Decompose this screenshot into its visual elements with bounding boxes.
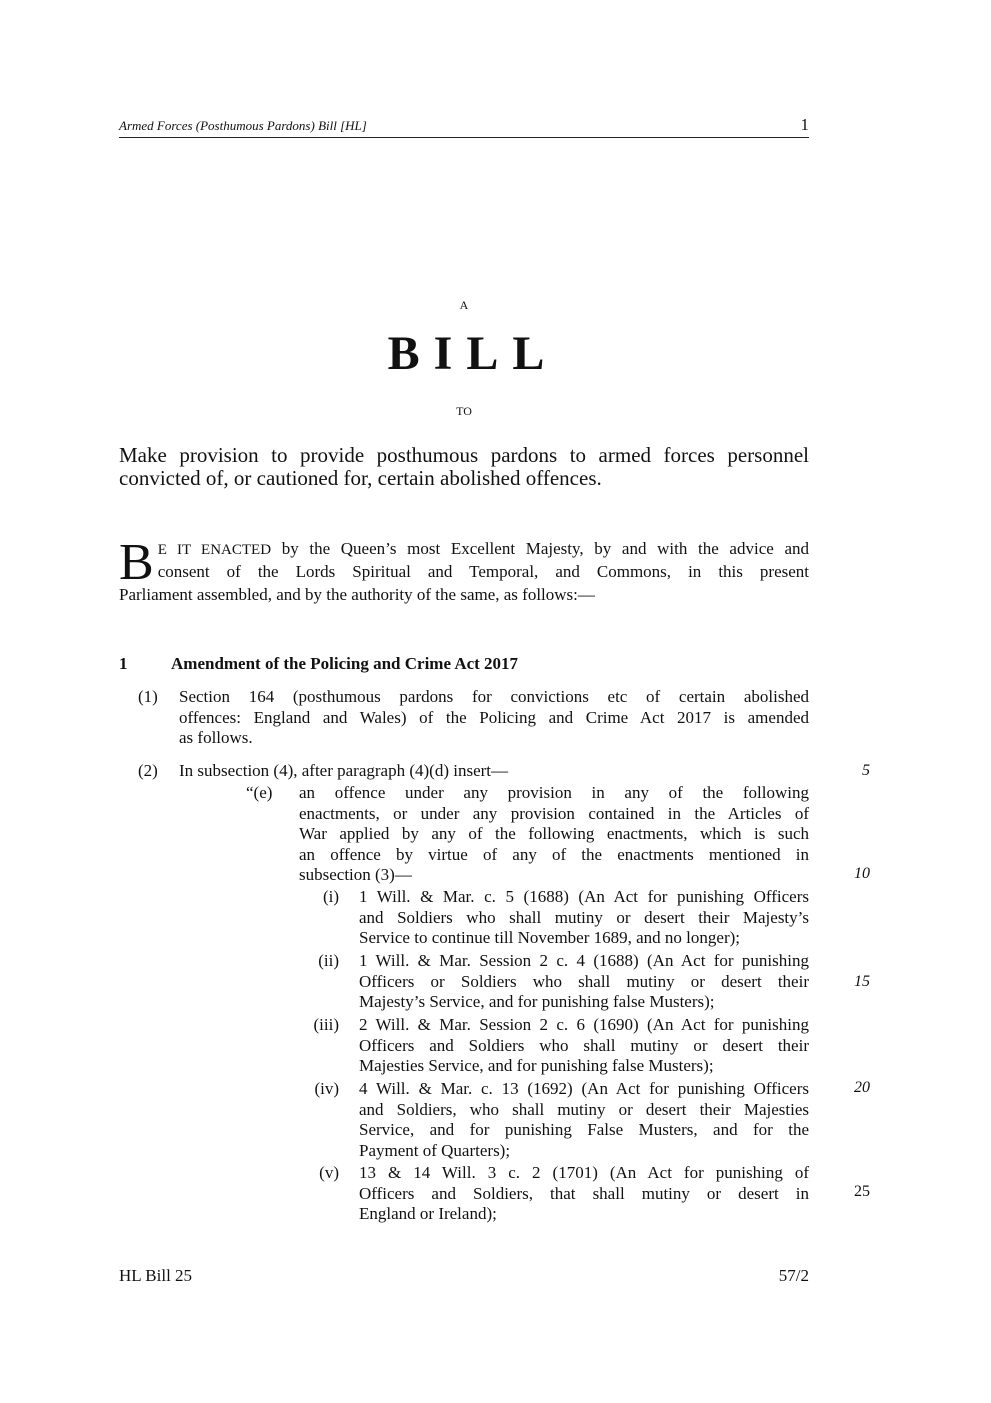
enacting-line-1: by the Queen’s most Excellent Majesty, by and with the advice and: [271, 539, 809, 558]
text-line: and Soldiers who shall mutiny or desert their Majesty’s: [359, 907, 809, 927]
section-title: Amendment of the Policing and Crime Act 2017: [171, 654, 519, 673]
text-line: Officers or Soldiers who shall mutiny or desert their: [359, 971, 809, 991]
text-line: as follows.: [179, 728, 253, 747]
subparagraph-number: (iii): [313, 1015, 339, 1034]
text-line: offences: England and Wales) of the Policing and Crime Act 2017 is amended: [179, 707, 809, 727]
running-title: Armed Forces (Posthumous Pardons) Bill [HL]: [119, 118, 367, 133]
section-number: 1: [119, 654, 128, 673]
long-title: Make provision to provide posthumous pardons to armed forces personnel convicted of, or cautioned for, certain abolished offences.: [119, 443, 809, 490]
line-number-5: 5: [862, 762, 870, 779]
text-line: an offence by virtue of any of the enactments mentioned in: [299, 844, 809, 864]
text-line: In subsection (4), after paragraph (4)(d) insert—: [179, 761, 509, 780]
title-a: A: [459, 298, 469, 312]
line-number-25: 25: [854, 1183, 870, 1200]
page-number: 1: [800, 115, 809, 134]
subparagraph-number: (ii): [318, 951, 339, 970]
print-reference: 57/2: [778, 1266, 809, 1285]
enacting-line-2: consent of the Lords Spiritual and Temporal, and Commons, in this present: [157, 562, 809, 581]
text-line: Payment of Quarters);: [359, 1140, 511, 1160]
drop-cap: B: [119, 534, 154, 591]
enacting-smallcaps: E IT ENACTED: [157, 542, 272, 558]
enacting-formula: [119, 534, 809, 606]
text-line: 1 Will. & Mar. c. 5 (1688) (An Act for punishing Officers: [359, 887, 809, 906]
subparagraph-number: (i): [322, 887, 339, 906]
text-line: an offence under any provision in any of the following: [299, 783, 809, 802]
line-number-10: 10: [854, 865, 870, 882]
subparagraph-number: (iv): [314, 1079, 339, 1098]
bill-title: BILL: [387, 327, 559, 380]
text-line: Service to continue till November 1689, and no longer);: [359, 928, 740, 947]
text-line: War applied by any of the following enactments, which is such: [299, 824, 809, 843]
text-line: 1 Will. & Mar. Session 2 c. 4 (1688) (An Act for punishing: [359, 951, 809, 970]
text-line: Majesties Service, and for punishing false Musters);: [359, 1056, 714, 1075]
text-line: Section 164 (posthumous pardons for convictions etc of certain abolished: [179, 687, 809, 706]
text-line: Officers and Soldiers who shall mutiny or desert their: [359, 1035, 809, 1055]
running-head: [119, 116, 809, 138]
paragraph-number: “(e): [246, 783, 273, 802]
text-line: 2 Will. & Mar. Session 2 c. 6 (1690) (An Act for punishing: [359, 1015, 809, 1034]
line-number-15: 15: [854, 973, 870, 990]
text-line: 4 Will. & Mar. c. 13 (1692) (An Act for punishing Officers: [359, 1079, 809, 1098]
text-line: enactments, or under any provision contained in the Articles of: [299, 803, 809, 823]
enacting-line-3: Parliament assembled, and by the authority of the same, as follows:—: [119, 585, 595, 604]
text-line: subsection (3)—: [299, 865, 412, 884]
text-line: and Soldiers, who shall mutiny or desert their Majesties: [359, 1099, 809, 1119]
text-line: Majesty’s Service, and for punishing false Musters);: [359, 992, 715, 1011]
text-line: Service, and for punishing False Musters, and for the: [359, 1120, 809, 1139]
text-line: 13 & 14 Will. 3 c. 2 (1701) (An Act for punishing of: [359, 1163, 809, 1182]
bill-number: HL Bill 25: [119, 1266, 193, 1285]
text-line: Officers and Soldiers, that shall mutiny or desert in: [359, 1183, 809, 1203]
text-line: England or Ireland);: [359, 1204, 497, 1223]
line-number-20: 20: [854, 1079, 870, 1096]
subsection-number: (1): [138, 687, 158, 706]
subsection-number: (2): [138, 761, 158, 780]
subparagraph-number: (v): [319, 1163, 339, 1182]
title-to: TO: [456, 404, 472, 418]
